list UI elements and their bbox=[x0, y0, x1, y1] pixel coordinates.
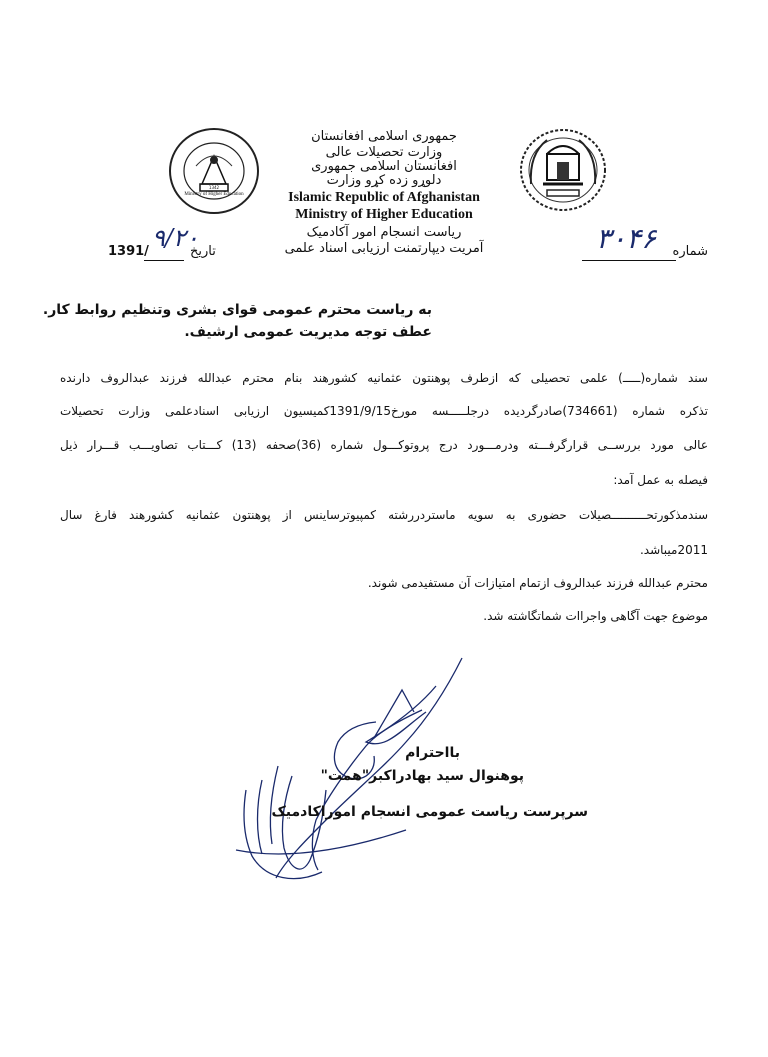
address-cc: عطف توجه مدیریت عمومی ارشیف. bbox=[184, 324, 432, 340]
closing-name: پوهنوال سید بهادراکبر"همت" bbox=[320, 768, 524, 784]
date-label: تاریخ bbox=[190, 244, 216, 259]
header-office-line1: ریاست انسجام امور آکادمیک bbox=[306, 225, 462, 240]
header-en-line1: Islamic Republic of Afghanistan bbox=[288, 190, 480, 205]
number-label: شماره bbox=[672, 244, 708, 259]
number-line bbox=[582, 260, 676, 261]
body-line-2: تذکره شماره (734661)صادرگردیده درجلـــــسه مورخ1391/9/15کمیسیون ارزیابی اسنادعلمی وزارت تحصیلات bbox=[60, 404, 708, 418]
body-line-6: 2011میباشد. bbox=[639, 543, 708, 557]
closing-regards: بااحترام bbox=[405, 745, 460, 761]
body-line-3: عالی مورد بررســی قرارگرفـــته ودرمـــورد درج پروتوکـــول شماره (36)صحفه (13) کـــتاب تصاویـــب قـــرار ذیل bbox=[60, 438, 708, 452]
address-to: به ریاست محترم عمومی قوای بشری وتنظیم روابط کار. bbox=[42, 302, 432, 318]
closing-title: سرپرست ریاست عمومی انسجام اموراکادمیک bbox=[271, 804, 588, 820]
header-ps-line2: دلوړو زده کړو وزارت bbox=[326, 173, 442, 188]
ministry-seal bbox=[166, 126, 262, 216]
seal-year: 1342 bbox=[208, 185, 220, 190]
body-line-1: سند شماره(ـــــ) علمی تحصیلی که ازطرف پوهنتون عثمانیه کشورهند بنام محترم عبدالله فرزند عبدالروف دارنده bbox=[60, 371, 708, 385]
header-fa-line2: وزارت تحصیلات عالی bbox=[325, 145, 443, 160]
number-value: ۳۰۴۶ bbox=[596, 222, 657, 255]
seal-caption: Ministry of Higher Education bbox=[184, 192, 244, 197]
date-year: 1391/ bbox=[108, 244, 149, 259]
body-line-5: سندمذکورتحــــــــــصیلات حضوری به سویه ماستردررشته کمپیوترساینس از پوهنتون عثمانیه کشورهند فارغ سال bbox=[60, 508, 708, 522]
header-ps-line1: افغانستان اسلامی جمهوری bbox=[311, 159, 457, 174]
body-line-8: موضوع جهت آگاهی واجراات شماتگاشته شد. bbox=[483, 609, 708, 623]
national-emblem bbox=[517, 124, 609, 212]
date-line bbox=[144, 260, 184, 261]
header-en-line2: Ministry of Higher Education bbox=[295, 207, 473, 222]
body-line-4: فیصله به عمل آمد: bbox=[613, 473, 708, 487]
header-office-line2: آمریت دیپارتمنت ارزیابی اسناد علمی bbox=[284, 241, 484, 256]
date-day-month: ۹/۲۰ bbox=[152, 224, 199, 252]
body-line-7: محترم عبدالله فرزند عبدالروف ازتمام امتیازات آن مستفیدمی شوند. bbox=[367, 576, 708, 590]
header-fa-line1: جمهوری اسلامی افغانستان bbox=[311, 129, 457, 144]
